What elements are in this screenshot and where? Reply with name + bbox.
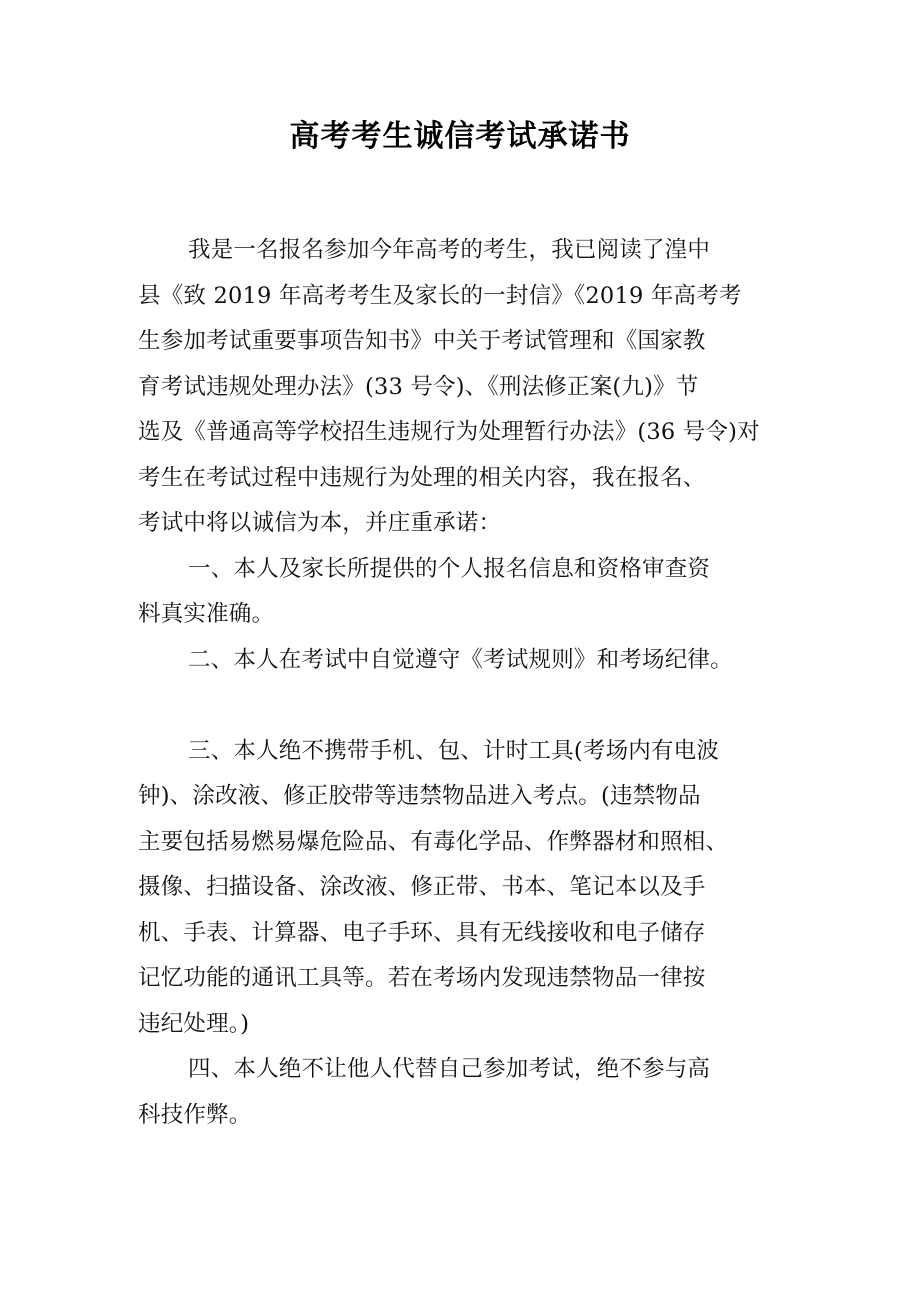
paragraph-line: 料真实准确。 (138, 601, 275, 627)
paragraph-line: 育考试违规处理办法》(33 号令)、《刑法修正案(九)》节 (138, 373, 699, 400)
paragraph-line: 我是一名报名参加今年高考的考生，我已阅读了湟中 (188, 237, 711, 263)
pledge-three (138, 729, 818, 1048)
pledge-four (138, 1047, 818, 1138)
pledge-one (138, 547, 818, 638)
blank-line (138, 683, 818, 729)
paragraph-line: 主要包括易燃易爆危险品、有毒化学品、作弊器材和照相、 (138, 828, 729, 855)
paragraph-line: 三、本人绝不携带手机、包、计时工具(考场内有电波 (188, 737, 720, 764)
paragraph-line: 考试中将以诚信为本，并庄重承诺： (138, 510, 502, 536)
paragraph-line: 县《致 2019 年高考考生及家长的一封信》《2019 年高考考 (138, 282, 742, 309)
paragraph-line: 机、手表、计算器、电子手环、具有无线接收和电子储存 (138, 919, 706, 946)
paragraph-line: 记忆功能的通讯工具等。若在考场内发现违禁物品一律按 (138, 965, 706, 991)
paragraph-line: 生参加考试重要事项告知书》中关于考试管理和《国家教 (138, 328, 706, 354)
paragraph-line: 摄像、扫描设备、涂改液、修正带、书本、笔记本以及手 (138, 874, 706, 900)
paragraph-line: 四、本人绝不让他人代替自己参加考试，绝不参与高 (188, 1056, 711, 1082)
pledge-two (138, 638, 818, 684)
paragraph-line: 考生在考试过程中违规行为处理的相关内容，我在报名、 (138, 464, 706, 491)
document-body (138, 228, 818, 1138)
paragraph-line: 二、本人在考试中自觉遵守《考试规则》和考场纪律。 (188, 646, 733, 673)
paragraph-line: 违纪处理。) (138, 1010, 250, 1037)
intro-paragraph (138, 228, 818, 547)
paragraph-line: 钟)、涂改液、修正胶带等违禁物品进入考点。(违禁物品 (138, 783, 701, 809)
paragraph-line: 选及《普通高等学校招生违规行为处理暂行办法》(36 号令)对 (138, 419, 760, 445)
paragraph-line: 一、本人及家长所提供的个人报名信息和资格审查资 (188, 555, 711, 582)
document-title: 高考考生诚信考试承诺书 (289, 119, 631, 154)
paragraph-line: 科技作弊。 (138, 1101, 252, 1128)
